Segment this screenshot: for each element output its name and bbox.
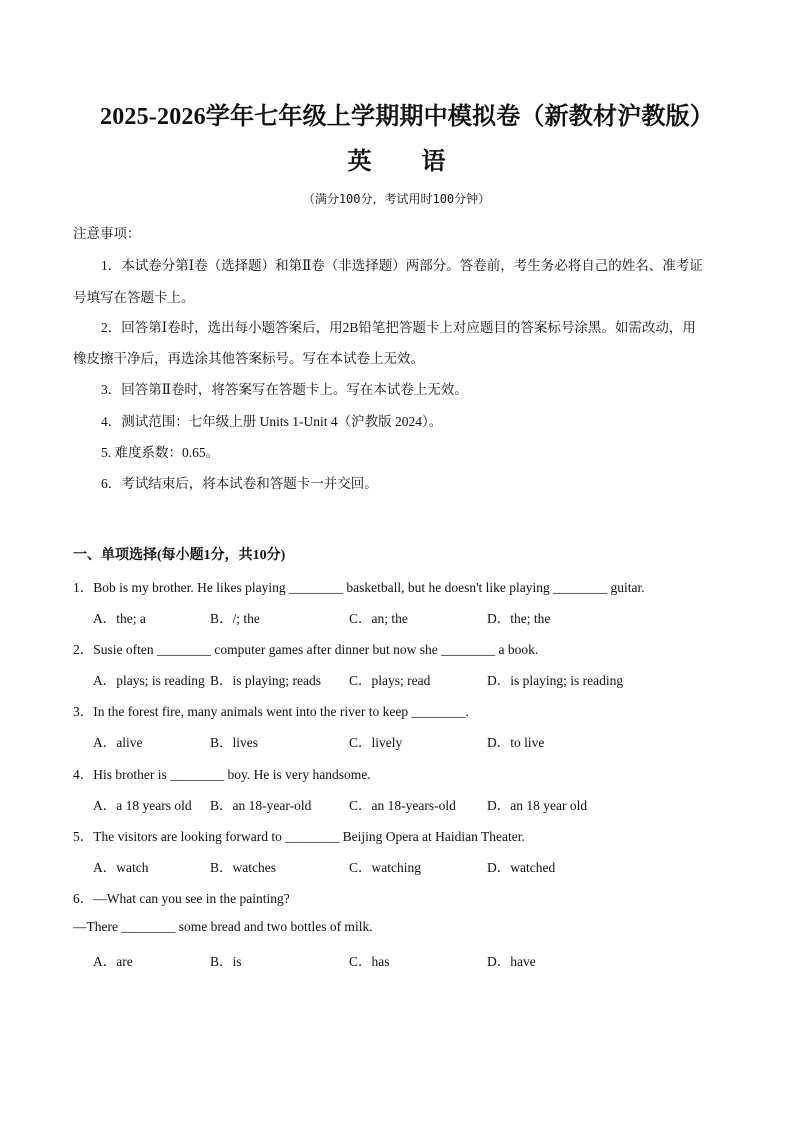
- option-d: D．have: [487, 954, 536, 969]
- option-c: C．plays; read: [349, 673, 431, 688]
- option-a: A．watch: [93, 860, 149, 875]
- option-d: D．watched: [487, 860, 556, 875]
- question-options: [93, 794, 713, 812]
- question-stem: 5．The visitors are looking forward to ________ Beijing Opera at Haidian Theater.: [73, 829, 525, 844]
- option-a: A．plays; is reading: [93, 673, 205, 688]
- option-b: B．/; the: [210, 611, 260, 626]
- question-stem: 2．Susie often ________ computer games after dinner but now she ________ a book.: [73, 642, 539, 657]
- question-options: [93, 731, 713, 749]
- question-stem-cont: —There ________ some bread and two bottles of milk.: [73, 919, 373, 934]
- option-d: D．the; the: [487, 611, 551, 626]
- option-b: B．an 18-year-old: [210, 798, 312, 813]
- exam-meta: （满分100分，考试用时100分钟）: [302, 192, 491, 206]
- notice-label: 注意事项：: [73, 226, 141, 241]
- notice-item-3: 3．回答第Ⅱ卷时，将答案写在答题卡上。写在本试卷上无效。: [101, 382, 468, 397]
- section-title: 一、单项选择(每小题1分，共10分): [73, 548, 286, 563]
- question-stem: 3．In the forest fire, many animals went into the river to keep ________.: [73, 704, 469, 719]
- option-d: D．an 18 year old: [487, 798, 588, 813]
- question-stem: 4．His brother is ________ boy. He is very handsome.: [73, 767, 371, 782]
- option-c: C．an; the: [349, 611, 408, 626]
- option-c: C．an 18-years-old: [349, 798, 456, 813]
- question-options: [93, 950, 713, 968]
- option-a: A．the; a: [93, 611, 146, 626]
- question-options: [93, 607, 713, 625]
- option-a: A．alive: [93, 735, 143, 750]
- option-b: B．watches: [210, 860, 276, 875]
- notice-item-1: 1．本试卷分第Ⅰ卷（选择题）和第Ⅱ卷（非选择题）两部分。答卷前，考生务必将自己的姓名、准考证: [101, 258, 703, 273]
- notice-item-4: 4．测试范围：七年级上册 Units 1-Unit 4（沪教版 2024）。: [101, 414, 443, 429]
- question-options: [93, 669, 713, 687]
- subject-title: 英 语: [347, 149, 468, 175]
- option-b: B．is playing; reads: [210, 673, 321, 688]
- option-c: C．lively: [349, 735, 403, 750]
- option-a: A．a 18 years old: [93, 798, 192, 813]
- notice-item-6: 6．考试结束后，将本试卷和答题卡一并交回。: [101, 476, 378, 491]
- option-a: A．are: [93, 954, 133, 969]
- question-stem: 6．—What can you see in the painting?: [73, 891, 290, 906]
- notice-item-1-cont: 号填写在答题卡上。: [73, 290, 195, 305]
- option-d: D．is playing; is reading: [487, 673, 624, 688]
- notice-item-2: 2．回答第Ⅰ卷时，选出每小题答案后，用2B铅笔把答题卡上对应题目的答案标号涂黑。如需改动，用: [101, 320, 696, 335]
- exam-title: 2025-2026学年七年级上学期期中模拟卷（新教材沪教版）: [100, 104, 714, 130]
- notice-item-5: 5. 难度系数：0.65。: [101, 445, 220, 460]
- question-options: [93, 856, 713, 874]
- question-stem: 1．Bob is my brother. He likes playing ________ basketball, but he doesn't like playing ________ guitar.: [73, 580, 645, 595]
- option-b: B．is: [210, 954, 242, 969]
- option-d: D．to live: [487, 735, 545, 750]
- option-c: C．watching: [349, 860, 421, 875]
- option-c: C．has: [349, 954, 390, 969]
- notice-item-2-cont: 橡皮擦干净后，再选涂其他答案标号。写在本试卷上无效。: [73, 351, 424, 366]
- option-b: B．lives: [210, 735, 259, 750]
